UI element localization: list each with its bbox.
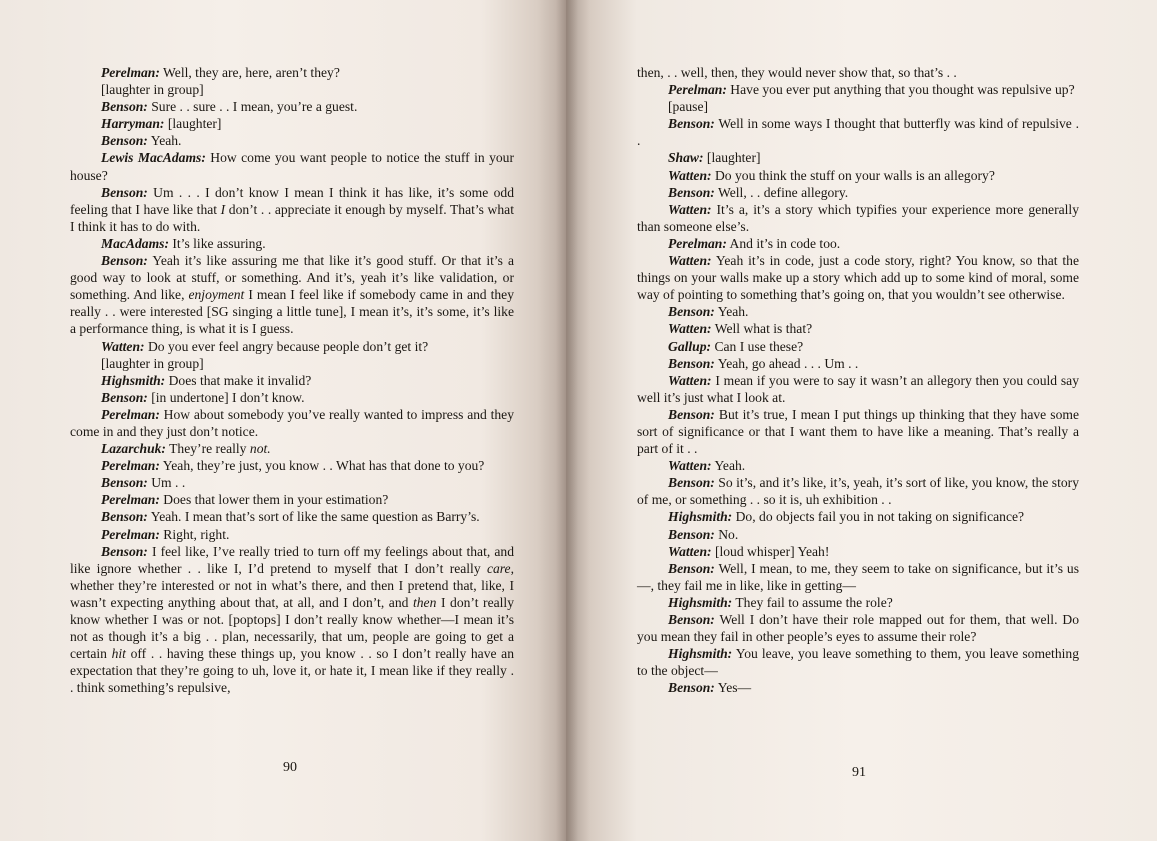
speech-text: Yeah. <box>711 458 746 474</box>
speech-text: Yeah, they’re just, you know . . What has that done to you? <box>159 458 485 474</box>
dialogue-paragraph <box>637 457 1079 474</box>
speaker-name: Watten: <box>668 372 712 388</box>
speech-text: How come you want people to notice the stuff in your house? <box>70 150 515 183</box>
speaker-name: Benson: <box>668 612 715 627</box>
speech-text: Do you ever feel angry because people don’t get it? <box>144 338 429 354</box>
speech-text: [laughter in group] <box>101 82 204 98</box>
speaker-name: Lewis MacAdams: <box>101 150 206 166</box>
speech-text: Do, do objects fail you in not taking on significance? <box>732 509 1025 525</box>
speech-text: It’s like assuring. <box>168 235 266 251</box>
speaker-name: Perelman: <box>101 492 160 508</box>
speaker-name: Watten: <box>668 458 712 474</box>
speaker-name: Benson: <box>101 253 148 269</box>
speech-text: , whether they’re interested or not in what’s there, and then I pretend that, like, I wasn’t expecting anything about that, at all, and I don’t, and <box>70 560 514 610</box>
dialogue-paragraph <box>637 64 1079 81</box>
dialogue-paragraph <box>70 184 514 235</box>
speech-text: And it’s in code too. <box>726 235 841 251</box>
dialogue-paragraph <box>637 115 1079 149</box>
dialogue-paragraph <box>637 98 1079 115</box>
emphasis-text: then <box>412 594 437 610</box>
dialogue-paragraph <box>70 98 514 115</box>
dialogue-paragraph <box>70 508 514 525</box>
speech-text: Well I don’t have their role mapped out for them, that well. Do you mean they fail in other people’s eyes to assume their role? <box>637 612 1079 645</box>
speech-text: They’re really <box>165 441 250 457</box>
emphasis-text: enjoyment <box>188 287 245 303</box>
speech-text: Does that lower them in your estimation? <box>159 492 389 508</box>
dialogue-paragraph <box>70 132 514 149</box>
speech-text: I mean I feel like if somebody came in and they really . . were interested [SG singing a little tune], I mean it’s, it’s some, it’s like a performance thing, is what it is I guess. <box>70 287 514 337</box>
speech-text: You leave, you leave something to them, you leave something to the object— <box>637 646 1079 679</box>
speech-text: Well, I mean, to me, they seem to take on significance, but it’s us—, they fail me in like, like in getting— <box>637 560 1079 593</box>
dialogue-paragraph <box>70 543 514 697</box>
dialogue-paragraph <box>637 508 1079 525</box>
page-number-right: 91 <box>852 765 866 780</box>
dialogue-paragraph <box>637 526 1079 543</box>
speech-text: Yeah. I mean that’s sort of like the same question as Barry’s. <box>147 509 480 525</box>
speech-text: off . . having these things up, you know . . so I don’t really have an expectation that they’re going to uh, love it, or hate it, I mean like if they really . . think something’s repulsive, <box>70 646 514 696</box>
dialogue-paragraph <box>637 303 1079 320</box>
speech-text: How about somebody you’ve really wanted to impress and they come in and they just don’t notice. <box>70 406 514 439</box>
speaker-name: Benson: <box>668 526 715 542</box>
dialogue-paragraph <box>70 440 514 457</box>
speaker-name: Watten: <box>668 321 712 337</box>
dialogue-paragraph <box>70 474 514 491</box>
speech-text: Yeah it’s like assuring me that like it’s good stuff. Or that it’s a good way to look at stuff, or something. And it’s, yeah it’s like validation, or something. And like, <box>70 253 514 303</box>
speech-text: Um . . . I don’t know I mean I think it has like, it’s some odd feeling that I have like that <box>70 184 514 217</box>
emphasis-text: hit <box>111 646 126 662</box>
dialogue-paragraph <box>637 201 1079 235</box>
dialogue-paragraph <box>637 645 1079 679</box>
speaker-name: Highsmith: <box>668 594 733 610</box>
dialogue-paragraph <box>70 355 514 372</box>
speaker-name: Highsmith: <box>668 509 733 525</box>
speech-text: Well, they are, here, aren’t they? <box>159 65 340 80</box>
book-gutter <box>556 0 578 841</box>
speaker-name: Highsmith: <box>668 646 733 662</box>
dialogue-paragraph <box>637 320 1079 337</box>
dialogue-paragraph <box>637 235 1079 252</box>
speaker-name: MacAdams: <box>101 235 169 251</box>
speech-text: then, . . well, then, they would never show that, so that’s . . <box>637 65 957 80</box>
speech-text: [pause] <box>668 99 709 115</box>
speech-text: Well in some ways I thought that butterfly was kind of repulsive . . <box>637 116 1079 149</box>
dialogue-paragraph <box>70 64 514 81</box>
dialogue-paragraph <box>637 252 1079 303</box>
dialogue-paragraph <box>70 491 514 508</box>
dialogue-paragraph <box>637 474 1079 508</box>
speech-text: No. <box>714 526 739 542</box>
dialogue-paragraph <box>637 149 1079 166</box>
dialogue-paragraph <box>70 115 514 132</box>
dialogue-paragraph <box>637 355 1079 372</box>
speech-text: Do you think the stuff on your walls is an allegory? <box>711 167 995 183</box>
speaker-name: Perelman: <box>101 458 160 474</box>
dialogue-paragraph <box>70 389 514 406</box>
emphasis-text: I <box>220 201 226 217</box>
speaker-name: Watten: <box>668 253 712 269</box>
speech-text: Well, . . define allegory. <box>714 184 849 200</box>
speaker-name: Benson: <box>101 184 148 200</box>
speaker-name: Watten: <box>668 201 712 217</box>
speech-text: Well what is that? <box>711 321 813 337</box>
dialogue-paragraph <box>637 372 1079 406</box>
emphasis-text: not. <box>249 441 271 457</box>
speaker-name: Gallup: <box>668 338 712 354</box>
speaker-name: Benson: <box>101 509 148 525</box>
speaker-name: Perelman: <box>101 65 160 80</box>
speech-text: [in undertone] I don’t know. <box>147 389 305 405</box>
speaker-name: Benson: <box>668 406 715 422</box>
speaker-name: Benson: <box>668 680 715 696</box>
dialogue-paragraph <box>70 235 514 252</box>
speech-text: Yes— <box>714 680 752 696</box>
speech-text: They fail to assume the role? <box>732 594 893 610</box>
speaker-name: Benson: <box>668 116 715 132</box>
speaker-name: Perelman: <box>101 406 160 422</box>
speaker-name: Highsmith: <box>101 372 166 388</box>
speaker-name: Benson: <box>668 355 715 371</box>
speech-text: [laughter] <box>164 116 222 132</box>
speech-text: Can I use these? <box>711 338 804 354</box>
dialogue-paragraph <box>70 252 514 337</box>
speaker-name: Watten: <box>668 167 712 183</box>
dialogue-paragraph <box>70 81 514 98</box>
dialogue-paragraph <box>637 560 1079 594</box>
speaker-name: Perelman: <box>668 82 727 98</box>
speaker-name: Benson: <box>101 543 148 559</box>
speaker-name: Harryman: <box>101 116 165 132</box>
speaker-name: Watten: <box>668 543 712 559</box>
speech-text: Yeah, go ahead . . . Um . . <box>714 355 859 371</box>
dialogue-paragraph <box>70 457 514 474</box>
speech-text: Have you ever put anything that you thought was repulsive up? <box>726 82 1075 98</box>
speech-text: don’t . . appreciate it enough by myself. That’s what I think it has to do with. <box>70 201 514 234</box>
dialogue-paragraph <box>637 594 1079 611</box>
speech-text: Does that make it invalid? <box>165 372 312 388</box>
speech-text: [loud whisper] Yeah! <box>711 543 830 559</box>
emphasis-text: care <box>486 560 511 576</box>
dialogue-paragraph <box>70 149 514 183</box>
speaker-name: Watten: <box>101 338 145 354</box>
dialogue-paragraph <box>637 679 1079 696</box>
dialogue-paragraph <box>70 526 514 543</box>
speaker-name: Benson: <box>101 99 148 115</box>
speaker-name: Lazarchuk: <box>101 441 166 457</box>
speech-text: Um . . <box>147 475 186 491</box>
speech-text: I mean if you were to say it wasn’t an allegory then you could say well it’s just what I look at. <box>637 372 1079 405</box>
speaker-name: Benson: <box>668 475 715 491</box>
speech-text: Yeah it’s in code, just a code story, right? You know, so that the things on your walls make up a story which add up to some kind of moral, some way of pointing to something that’s going on, that you wouldn’t see otherwise. <box>637 253 1079 303</box>
speech-text: It’s a, it’s a story which typifies your experience more generally than someone else’s. <box>637 201 1079 234</box>
speech-text: I feel like, I’ve really tried to turn off my feelings about that, and like ignore whether . . like I, I’d pretend to myself that I don’t really <box>70 543 514 576</box>
speech-text: [laughter in group] <box>101 355 204 371</box>
speaker-name: Benson: <box>101 133 148 149</box>
speech-text: Yeah. <box>147 133 182 149</box>
speaker-name: Perelman: <box>101 526 160 542</box>
dialogue-paragraph <box>70 406 514 440</box>
speaker-name: Benson: <box>668 560 715 576</box>
dialogue-paragraph <box>70 338 514 355</box>
dialogue-paragraph <box>637 184 1079 201</box>
speaker-name: Benson: <box>101 475 148 491</box>
speech-text: But it’s true, I mean I put things up thinking that they have some sort of significance or that I want them to have like a meaning. That’s really a part of it . . <box>637 406 1079 457</box>
speech-text: Right, right. <box>159 526 230 542</box>
right-page-text <box>637 64 1079 696</box>
speech-text: I don’t really know whether I was or not. [poptops] I don’t really know whether—I mean it’s not as though it’s a big . . plan, necessarily, that um, people are going to get a certain <box>70 594 514 662</box>
page-number-left: 90 <box>283 760 297 775</box>
dialogue-paragraph <box>637 406 1079 457</box>
dialogue-paragraph <box>637 611 1079 645</box>
dialogue-paragraph <box>637 167 1079 184</box>
speech-text: [laughter] <box>703 150 761 166</box>
dialogue-paragraph <box>637 543 1079 560</box>
speaker-name: Perelman: <box>668 235 727 251</box>
dialogue-paragraph <box>637 81 1079 98</box>
speaker-name: Benson: <box>668 184 715 200</box>
speech-text: So it’s, and it’s like, it’s, yeah, it’s sort of like, you know, the story of me, or something . . so it is, uh exhibition . . <box>637 475 1079 508</box>
speaker-name: Benson: <box>668 304 715 320</box>
speaker-name: Shaw: <box>668 150 704 166</box>
dialogue-paragraph <box>637 338 1079 355</box>
left-page-text <box>70 64 514 696</box>
dialogue-paragraph <box>70 372 514 389</box>
speech-text: Yeah. <box>714 304 749 320</box>
speech-text: Sure . . sure . . I mean, you’re a guest. <box>147 99 358 115</box>
speaker-name: Benson: <box>101 389 148 405</box>
